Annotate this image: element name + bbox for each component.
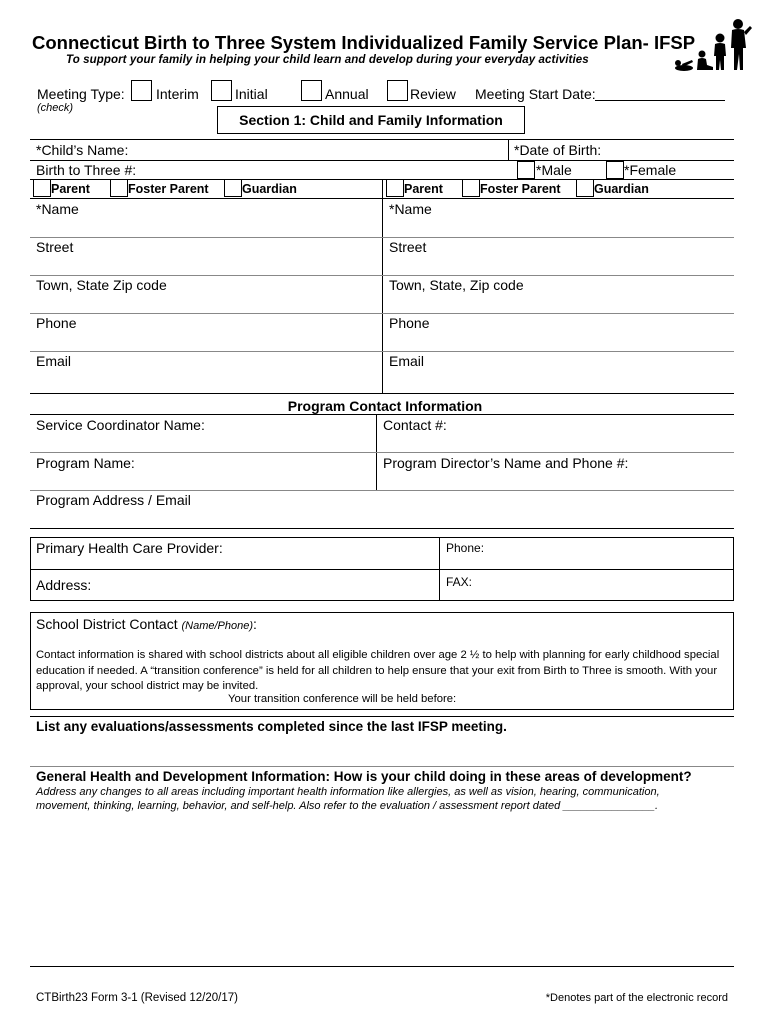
left-foster-parent-label: Foster Parent bbox=[128, 182, 209, 196]
provider-fax-label: FAX: bbox=[446, 575, 473, 589]
meeting-interim-checkbox[interactable] bbox=[131, 80, 152, 101]
divider bbox=[30, 490, 734, 491]
left-foster-parent-checkbox[interactable] bbox=[110, 179, 128, 197]
general-health-heading: General Health and Development Information: How is your child doing in these areas of development? bbox=[36, 769, 692, 784]
left-name-label: *Name bbox=[36, 201, 79, 217]
left-parent-label: Parent bbox=[51, 182, 90, 196]
right-foster-parent-label: Foster Parent bbox=[480, 182, 561, 196]
right-foster-parent-checkbox[interactable] bbox=[462, 179, 480, 197]
family-logo-icon bbox=[672, 14, 752, 74]
divider bbox=[30, 414, 734, 415]
right-email-label: Email bbox=[389, 353, 425, 369]
meeting-review-checkbox[interactable] bbox=[387, 80, 408, 101]
female-checkbox[interactable] bbox=[606, 161, 624, 179]
left-street-label: Street bbox=[36, 239, 74, 255]
meeting-annual-checkbox[interactable] bbox=[301, 80, 322, 101]
divider bbox=[30, 569, 734, 570]
meeting-type-label: Meeting Type: bbox=[37, 86, 125, 102]
child-name-label: *Child’s Name: bbox=[36, 142, 129, 158]
left-town-label: Town, State Zip code bbox=[36, 277, 167, 293]
left-email-label: Email bbox=[36, 353, 72, 369]
school-district-colon: : bbox=[253, 616, 257, 632]
general-health-note: Address any changes to all areas including important health information like allergies, as well as vision, hearing, communication, movement, thinking, learning, behavior, and self-help. Also refer to the evaluation / assessment report dated _______________. bbox=[36, 786, 660, 812]
divider bbox=[30, 393, 734, 394]
right-name-label: *Name bbox=[389, 201, 432, 217]
divider bbox=[30, 237, 734, 238]
divider bbox=[382, 179, 383, 393]
program-address-label: Program Address / Email bbox=[36, 492, 191, 508]
left-guardian-label: Guardian bbox=[242, 182, 297, 196]
section1-title: Section 1: Child and Family Information bbox=[217, 106, 525, 134]
program-name-label: Program Name: bbox=[36, 455, 135, 471]
school-district-label bbox=[36, 616, 257, 632]
program-contact-heading: Program Contact Information bbox=[287, 398, 483, 414]
divider bbox=[30, 313, 734, 314]
form-subtitle: To support your family in helping your child learn and develop during your everyday activities bbox=[66, 54, 589, 66]
dob-label: *Date of Birth: bbox=[514, 142, 602, 158]
electronic-record-note: *Denotes part of the electronic record bbox=[545, 992, 728, 1004]
primary-provider-label: Primary Health Care Provider: bbox=[36, 540, 223, 556]
right-street-label: Street bbox=[389, 239, 427, 255]
divider bbox=[30, 351, 734, 352]
right-guardian-checkbox[interactable] bbox=[576, 179, 594, 197]
form-title: Connecticut Birth to Three System Individualized Family Service Plan- IFSP bbox=[32, 32, 696, 53]
school-district-hint: (Name/Phone) bbox=[181, 620, 254, 632]
left-guardian-checkbox[interactable] bbox=[224, 179, 242, 197]
female-label: *Female bbox=[624, 162, 677, 178]
meeting-start-date-field[interactable] bbox=[595, 100, 725, 101]
form-id: CTBirth23 Form 3-1 (Revised 12/20/17) bbox=[36, 992, 238, 1004]
right-parent-checkbox[interactable] bbox=[386, 179, 404, 197]
right-phone-label: Phone bbox=[389, 315, 430, 331]
meeting-review-label: Review bbox=[410, 86, 456, 102]
meeting-start-date-label: Meeting Start Date: bbox=[475, 86, 596, 102]
divider bbox=[30, 766, 734, 767]
meeting-interim-label: Interim bbox=[156, 86, 199, 102]
meeting-annual-label: Annual bbox=[325, 86, 369, 102]
male-label: *Male bbox=[536, 162, 572, 178]
left-parent-checkbox[interactable] bbox=[33, 179, 51, 197]
divider bbox=[30, 139, 734, 140]
footer-divider bbox=[30, 966, 734, 967]
b23-number-label: Birth to Three #: bbox=[36, 162, 137, 178]
meeting-initial-label: Initial bbox=[235, 86, 268, 102]
contact-number-label: Contact #: bbox=[383, 417, 447, 433]
divider bbox=[30, 275, 734, 276]
divider bbox=[508, 139, 509, 160]
provider-phone-label: Phone: bbox=[446, 541, 485, 555]
divider bbox=[30, 528, 734, 529]
sc-name-label: Service Coordinator Name: bbox=[36, 417, 205, 433]
left-phone-label: Phone bbox=[36, 315, 77, 331]
evaluations-heading: List any evaluations/assessments completed since the last IFSP meeting. bbox=[36, 719, 507, 734]
divider bbox=[30, 452, 734, 453]
provider-address-label: Address: bbox=[36, 577, 92, 593]
divider bbox=[30, 716, 734, 717]
program-director-label: Program Director’s Name and Phone #: bbox=[383, 455, 629, 471]
school-district-paragraph: Contact information is shared with school districts about all eligible children over age 2 ½ to help with planning for early childhood special education if needed. A “transition conference” is held for all children to help ensure that your exit from Birth to Three is smooth. With your approval, your school district may be invited. bbox=[36, 649, 720, 692]
check-hint: (check) bbox=[37, 102, 74, 114]
divider bbox=[30, 160, 734, 161]
transition-conference-line: Your transition conference will be held before: bbox=[228, 693, 457, 705]
divider bbox=[439, 537, 440, 601]
male-checkbox[interactable] bbox=[517, 161, 535, 179]
right-town-label: Town, State, Zip code bbox=[389, 277, 524, 293]
meeting-initial-checkbox[interactable] bbox=[211, 80, 232, 101]
school-district-text: School District Contact bbox=[36, 616, 178, 632]
right-parent-label: Parent bbox=[404, 182, 443, 196]
right-guardian-label: Guardian bbox=[594, 182, 649, 196]
